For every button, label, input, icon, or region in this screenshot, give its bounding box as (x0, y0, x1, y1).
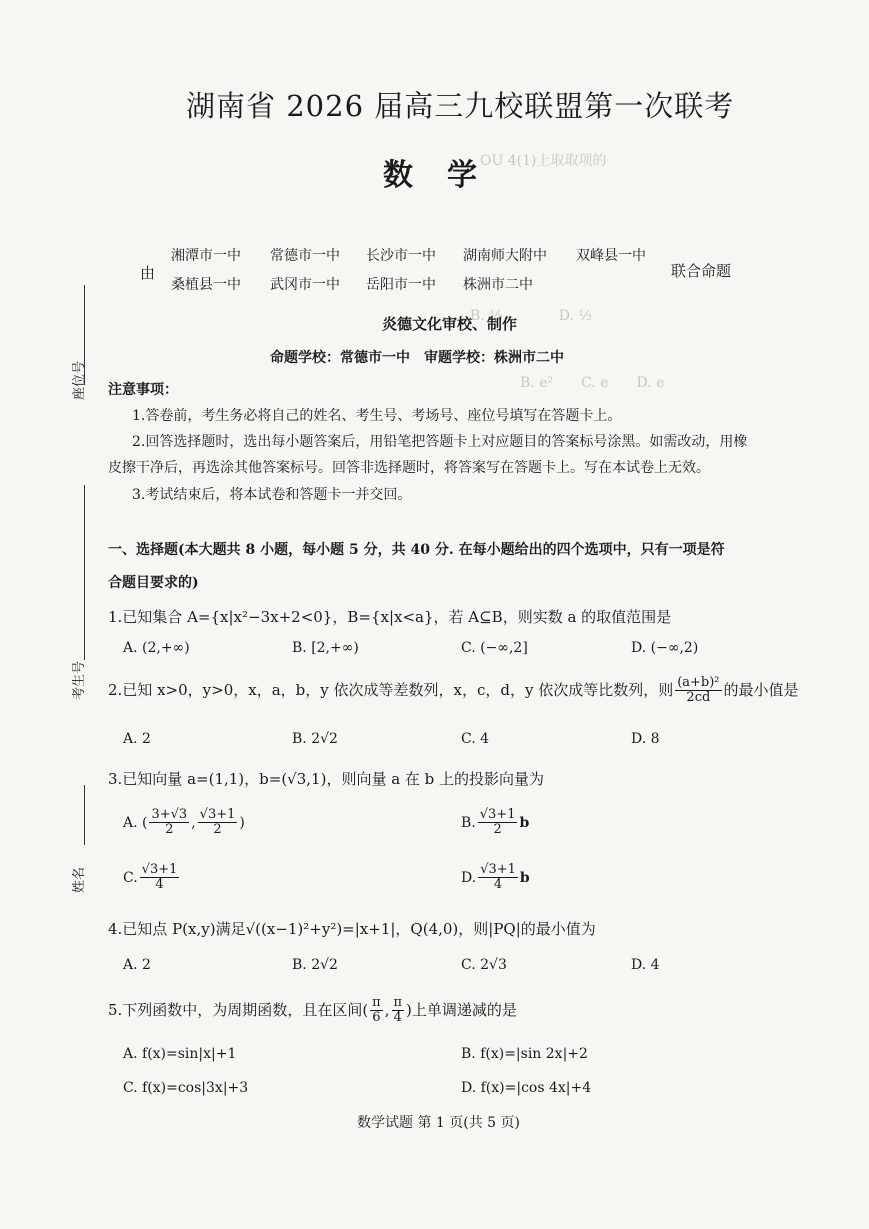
school-name: 长沙市一中 (366, 248, 436, 264)
name-label: 姓名 (72, 866, 87, 893)
schools-prefix: 由 (140, 264, 156, 282)
notice-item: 3.考试结束后，将本试卷和答题卡一并交回。 (132, 487, 412, 503)
candidate-number-label: 考生号 (72, 660, 87, 700)
school-name: 桑植县一中 (171, 277, 241, 293)
question-stem: 1.已知集合 A={x|x²−3x+2<0}，B={x|x<a}，若 A⊆B，则实数 a 的取值范围是 (108, 608, 672, 626)
option-d: D. (−∞,2) (631, 640, 699, 656)
seat-number-label: 座位号 (72, 360, 87, 400)
option-d: D. 4 (631, 957, 660, 973)
stem-text: 5.下列函数中，为周期函数，且在区间( (108, 1000, 369, 1019)
notice-item: 1.答卷前，考生务必将自己的姓名、考生号、考场号、座位号填写在答题卡上。 (132, 408, 622, 424)
stem-text: 2.已知 x>0，y>0，x，a，b，y 依次成等差数列，x，c，d，y 依次成等比数列，则 (108, 680, 674, 699)
fraction: $\frac{√3+1}{2}$ (199, 807, 236, 838)
question-stem (108, 676, 799, 706)
bleed-through-text: OU 4(1)上取取项的 (480, 153, 607, 169)
school-name: 双峰县一中 (576, 248, 646, 264)
school-name: 湘潭市一中 (171, 248, 241, 264)
option-b: B. 2√2 (292, 731, 338, 747)
option-d: D. $\frac{√3+1}{4}$ b (461, 862, 530, 893)
fraction: $\frac{3+√3}{2}$ (151, 807, 188, 838)
setter-line: 命题学校：常德市一中 审题学校：株洲市二中 (270, 350, 564, 366)
option-a: A. 2 (123, 731, 151, 747)
bleed-through-text: B. ½ D. ½ (470, 308, 592, 324)
option-a: A. f(x)=sin|x|+1 (123, 1046, 237, 1062)
school-name: 湖南师大附中 (463, 248, 547, 264)
option-a: A. (2,+∞) (123, 640, 190, 656)
option-a: A. 2 (123, 957, 151, 973)
schools-suffix: 联合命题 (671, 262, 732, 280)
binding-line (84, 785, 85, 845)
binding-line (84, 485, 85, 660)
school-name: 株洲市二中 (463, 277, 533, 293)
school-name: 常德市一中 (270, 248, 340, 264)
school-name: 岳阳市一中 (366, 277, 436, 293)
question-stem: 3.已知向量 a=(1,1)，b=(√3,1)，则向量 a 在 b 上的投影向量为 (108, 770, 545, 788)
bleed-through-text: B. e² C. e D. e (520, 375, 665, 391)
stem-text: )上单调递减的是 (406, 1000, 517, 1019)
notice-heading: 注意事项： (108, 382, 178, 398)
numerator: (a+b)² (677, 675, 720, 690)
option-c: C. $\frac{√3+1}{4}$ (123, 862, 178, 893)
fraction: $\frac{\pi}{4}$ (393, 995, 403, 1026)
question-stem: 4.已知点 P(x,y)满足√((x−1)²+y²)=|x+1|，Q(4,0)，则|PQ|的最小值为 (108, 920, 596, 938)
fraction: $\frac{√3+1}{4}$ (480, 862, 516, 893)
option-c: C. f(x)=cos|3x|+3 (123, 1080, 249, 1096)
section-heading: 一、选择题(本大题共 8 小题，每小题 5 分，共 40 分. 在每小题给出的四个选项中，只有一项是符 (108, 542, 725, 558)
notice-item: 皮擦干净后，再选涂其他答案标号。回答非选择题时，将答案写在答题卡上。写在本试卷上无效。 (108, 460, 710, 476)
option-c: C. (−∞,2] (461, 640, 528, 656)
option-c: C. 2√3 (461, 957, 507, 973)
option-b: B. $\frac{√3+1}{2}$ b (461, 807, 530, 838)
fraction (675, 676, 721, 706)
option-d: D. 8 (631, 731, 660, 747)
denominator: 2cd (686, 690, 711, 706)
section-heading: 合题目要求的) (108, 575, 199, 591)
exam-title: 湖南省 2026 届高三九校联盟第一次联考 (186, 89, 735, 123)
fraction: $\frac{√3+1}{4}$ (141, 862, 178, 893)
notice-item: 2.回答选择题时，选出每小题答案后，用铅笔把答题卡上对应题目的答案标号涂黑。如需改动，用橡 (132, 434, 748, 450)
option-d: D. f(x)=|cos 4x|+4 (461, 1080, 592, 1096)
fraction: $\frac{√3+1}{2}$ (479, 807, 516, 838)
producer-line: 炎德文化审校、制作 (382, 315, 518, 333)
school-name: 武冈市一中 (270, 277, 340, 293)
subject-title: 数学 (383, 158, 511, 193)
option-a: A. ( $\frac{3+√3}{2}$ , $\frac{√3+1}{2}$ ) (123, 807, 245, 838)
stem-text: 的最小值是 (723, 680, 799, 699)
page-footer: 数学试题 第 1 页(共 5 页) (357, 1115, 520, 1131)
option-b: B. [2,+∞) (292, 640, 359, 656)
option-b: B. f(x)=|sin 2x|+2 (461, 1046, 588, 1062)
question-stem: 5.下列函数中，为周期函数，且在区间( $\frac{\pi}{6}$ , $\frac{\pi}{4}$ )上单调递减的是 (108, 995, 517, 1026)
fraction: $\frac{\pi}{6}$ (372, 995, 381, 1026)
option-b: B. 2√2 (292, 957, 338, 973)
option-c: C. 4 (461, 731, 490, 747)
